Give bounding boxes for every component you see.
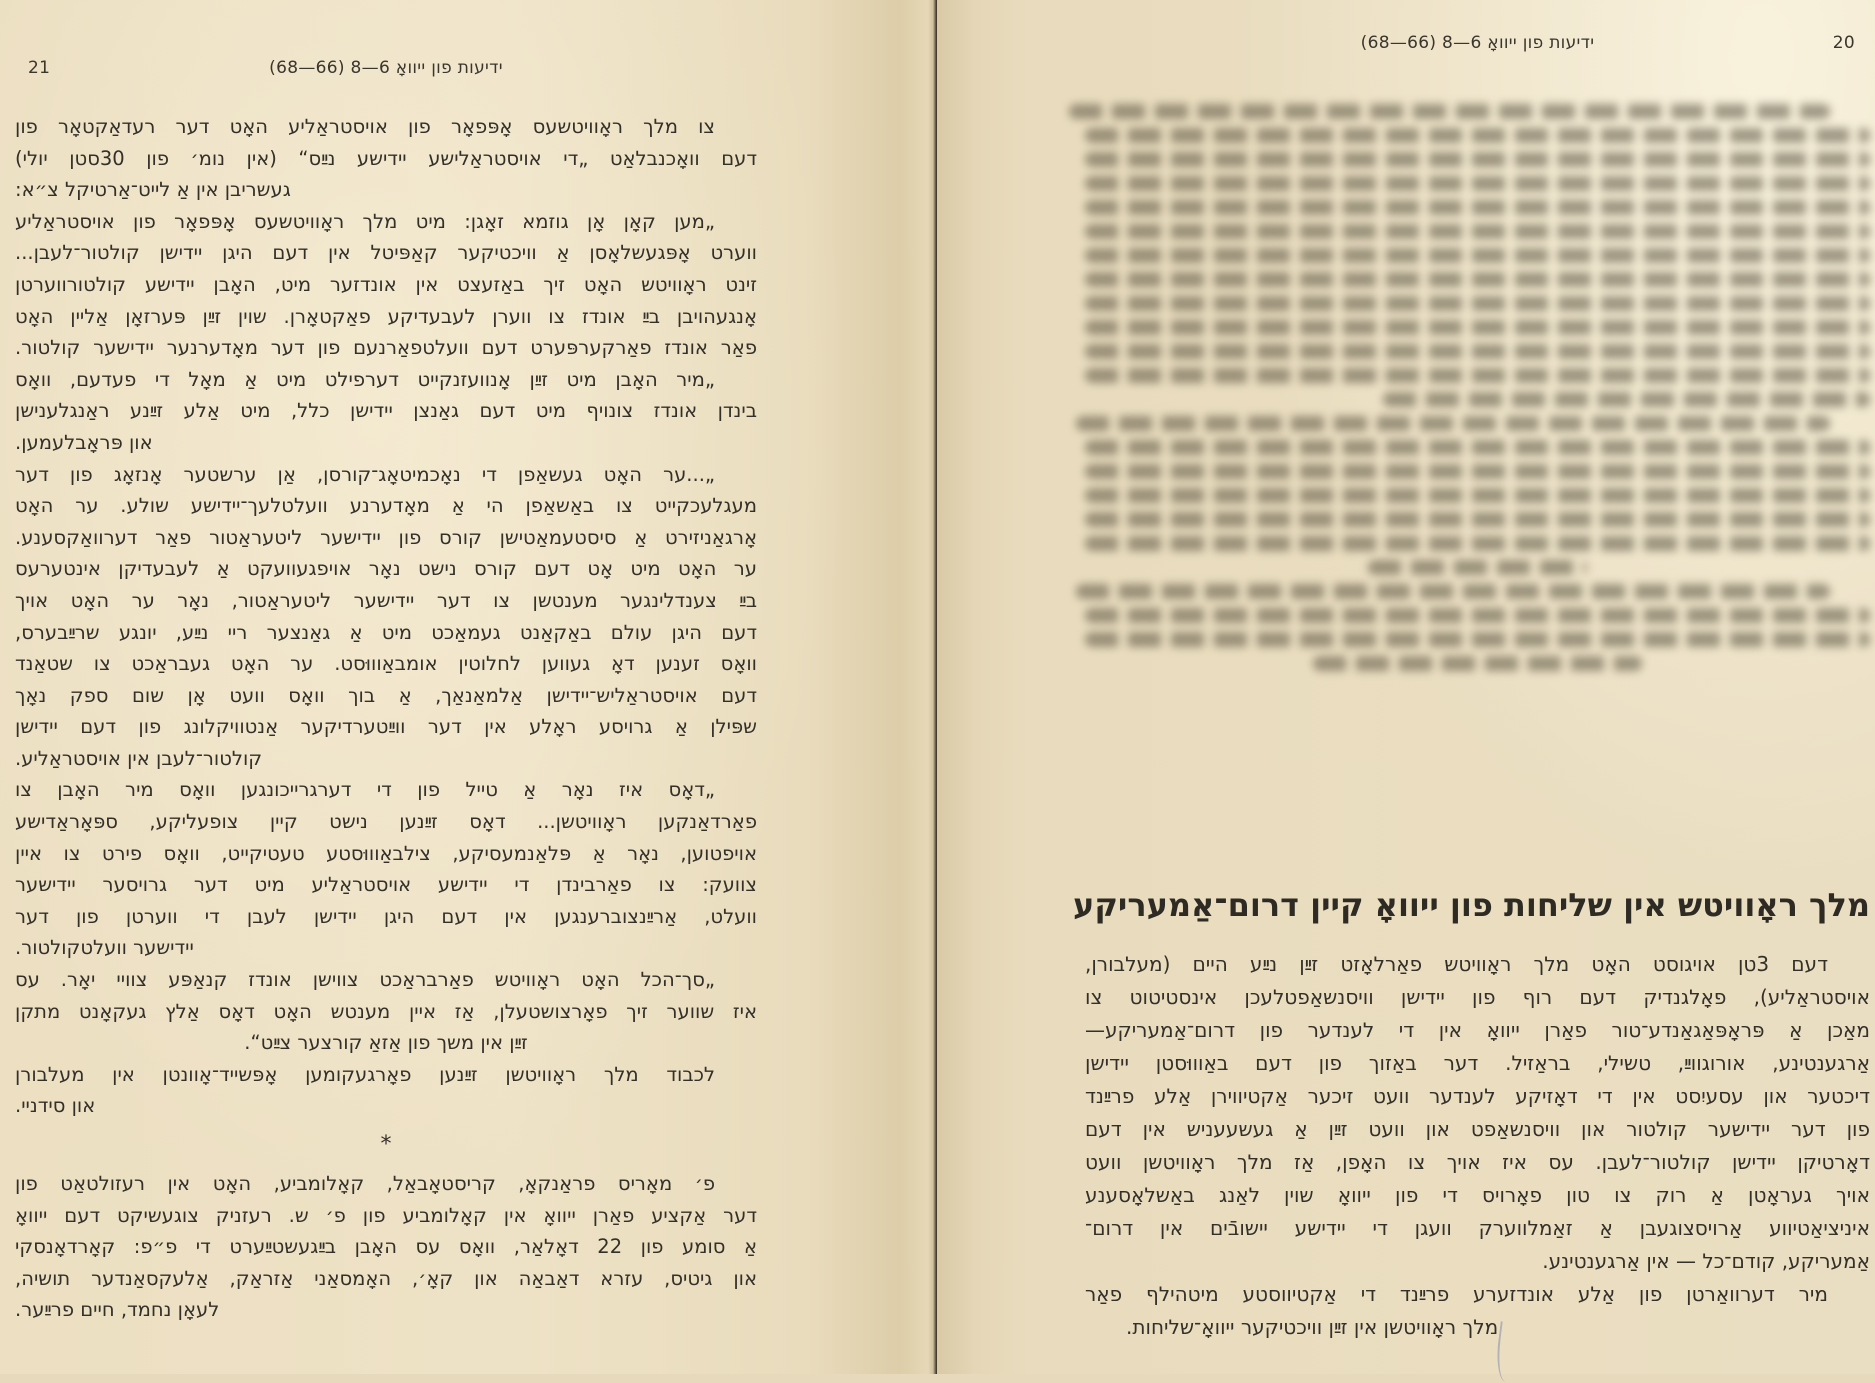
text-line: מיר דערוואַרטן פון אַלע אונדזערע פרײַנד די אַקטיווסטע מיטהילף פאַר <box>1085 1282 1828 1306</box>
text-line: איניציאַטיווע אַרויסצוגעבן אַ זאַמלווערק וועגן די יידישע יישובֿים אין דרום־ <box>1085 1216 1870 1240</box>
text-line: „דאָס איז נאָר אַ טייל פון די דערגרייכונגען וואָס מיר האָבן צו <box>15 778 715 802</box>
blurred-text-line <box>1085 632 1870 647</box>
text-line: מעגלעכקייט צו באַשאַפן הי אַ מאָדערנע וועלטלעך־יידישע שולע. ער האָט <box>15 494 757 518</box>
blurred-text-line <box>1085 608 1870 623</box>
running-header-right: ידיעות פון ייוואָ 6—8 (66—68) <box>1360 33 1595 53</box>
text-line: אָרגאַניזירט אַ סיסטעמאַטישן קורס פון יידישער ליטעראַטור פאַר דערוואַקסענע. <box>15 525 757 549</box>
text-line: געשריבן אין אַ לייט־אַרטיקל צ״א: <box>15 178 291 202</box>
right-text-column <box>1085 948 1870 1344</box>
blurred-text-region <box>1085 95 1870 885</box>
text-line: איז שווער זיך פאָרצושטעלן, אַז איין מענטש האָט דאָס אַלץ געקאָנט מתקן <box>15 999 757 1023</box>
blurred-text-line <box>1085 152 1870 167</box>
blurred-text-line <box>1085 224 1870 239</box>
text-line: אַמעריקע, קודם־כל — אין אַרגענטינע. <box>1542 1249 1870 1273</box>
text-line: אויך געראָטן אַ רוק צו טון פאָרויס די פון ייוואָ שוין לאַנג באַשלאָסענע <box>1085 1183 1870 1207</box>
page-number-right: 20 <box>1832 33 1855 53</box>
text-line: וועלט, אַרײַנצוברענגען אין דעם היגן יידישן לעבן די ווערטן פון דער <box>15 904 757 928</box>
text-line: אָנגעהויבן בײַ אונדז צו ווערן לעבעדיקע פאַקטאָרן. שוין זײַן פּערזאָן אַליין האָט <box>15 304 757 328</box>
section-heading: מלך ראָוויטש אין שליחות פון ייוואָ קיין דרום־אַמעריקע <box>1073 886 1870 924</box>
text-line: דער אַקציע פאַרן ייוואָ אין קאָלומביע פון פ׳ ש. רעזניק צוגעשיקט דעם ייוואָ <box>15 1203 757 1227</box>
blurred-text-line <box>1085 464 1870 479</box>
text-line: אויסטראַליע), פאָלגנדיק דעם רוף פון יידישן וויסנשאַפטלעכן אינסטיטוט צו <box>1085 985 1870 1009</box>
blurred-text-line <box>1085 176 1870 191</box>
text-line: און גיטיס, עזרא דאַבאַה און קאָ׳, האָמסאַני אַזראַק, אַלעקסאַנדער תושיה, <box>15 1266 757 1290</box>
text-line: וואָס זענען דאָ געווען לחלוטין אומבאַוווּסט. ער האָט געבראַכט צו שטאַנד <box>15 652 757 676</box>
text-line: דעם 3טן אויגוסט האָט מלך ראָוויטש פאַרלאָזט זײַן נײַע היים (מעלבורן, <box>1085 952 1828 976</box>
blurred-text-line <box>1085 248 1870 263</box>
text-line: צו מלך ראָוויטשעס אָפּפאָר פון אויסטראַליע האָט דער רעדאַקטאָר פון <box>15 115 715 138</box>
page-number-left: 21 <box>28 58 51 78</box>
text-line: דעם אויסטראַליש־יידישן אַלמאַנאַך, אַ בוך וואָס וועט אָן שום ספק נאָך <box>15 683 757 707</box>
blurred-text-line <box>1085 440 1870 455</box>
text-line: זײַן אין משך פון אַזאַ קורצער צײַט“. <box>244 1031 528 1055</box>
text-line: יידישער וועלטקולטור. <box>15 936 194 960</box>
running-header-left: ידיעות פון ייוואָ 6—8 (66—68) <box>269 58 503 78</box>
text-line: דאָרטיקן יידישן קולטור־לעבן. עס איז אויך צו האָפן, אַז מלך ראָוויטשן וועט <box>1085 1150 1870 1174</box>
text-line: אויפטוען, נאָר אַ פּלאַנמעסיקע, צילבאַוווּסטע טעטיקייט, וואָס פירט צו איין <box>15 841 757 865</box>
text-line: דעם היגן עולם באַקאַנט געמאַכט מיט אַ גאַנצער ריי נײַע, יונגע שרײַבערס, <box>15 620 757 644</box>
text-line: לכבוד מלך ראָוויטשן זײַנען פאָרגעקומען אָפּשייד־אָוונטן אין מעלבורן <box>15 1062 715 1086</box>
text-line: דעם וואָכנבלאַט „די אויסטראַלישע יידישע נײַס“ (אין נומ׳ פון 30סטן יולי) <box>15 146 757 170</box>
text-line: דיכטער און עסעיִסט אין די דאָזיקע לענדער וועט זיכער אַקטיווירן אַלע פרײַנד <box>1085 1084 1870 1108</box>
text-line: פאַרדאַנקען ראָוויטשן... דאָס זײַנען נישט קיין צופעליקע, ספּאָראַדישע <box>15 810 757 834</box>
blurred-text-line <box>1313 656 1643 671</box>
blurred-text-line <box>1069 104 1830 119</box>
blurred-text-line <box>1085 344 1870 359</box>
text-line: מאַכן אַ פּראָפּאַגאַנדע־טור פאַרן ייוואָ אין די לענדער פון דרום־אַמעריקע— <box>1085 1018 1870 1042</box>
text-line: אַרגענטינע, אורוגווײַ, טשילי, בראַזיל. דער באַזוך פון דעם באַוווּסטן יידישן <box>1085 1051 1870 1075</box>
blurred-text-line <box>1085 200 1870 215</box>
blurred-text-line <box>1368 560 1588 575</box>
blurred-text-line <box>1085 272 1870 287</box>
page-left <box>0 0 937 1374</box>
blurred-text-line <box>1383 392 1870 407</box>
blurred-text-line <box>1085 368 1870 383</box>
blurred-text-line <box>1085 512 1870 527</box>
text-line: און סידניי. <box>15 1094 96 1118</box>
blurred-text-line <box>1076 584 1830 599</box>
binding-gutter-shade <box>928 0 937 1374</box>
left-page-header <box>0 58 937 84</box>
text-line: „...ער האָט געשאַפן די נאָכמיטאָג־קורסן, אַן ערשטער אָנזאָג פון דער <box>15 462 715 486</box>
text-line: ווערט אָפּגעשלאָסן אַ וויכטיקער קאַפּיטל אין דעם היגן יידישן קולטור־לעבן... <box>15 241 757 265</box>
text-line: זינט ראָוויטש האָט זיך באַזעצט אין אונדזער מיט, האָבן יידישע קולטורווערטן <box>15 272 757 296</box>
text-line: לעאָן נחמד, חיים פרײַער. <box>15 1298 220 1322</box>
text-line: „מען קאָן אָן גוזמא זאָגן: מיט מלך ראָוויטשעס אָפּפאָר פון אויסטראַליע <box>15 209 715 233</box>
right-page-header <box>937 33 1875 59</box>
text-line: „מיר האָבן מיט זײַן אָנוועזנקייט דערפילט מיט אַ מאָל די פעדעם, וואָס <box>15 367 715 391</box>
page-right <box>937 0 1875 1374</box>
blurred-text-line <box>1085 536 1870 551</box>
text-line: פאַר אונדז פאַרקערפּערט דעם וועלטפאַרנעם פון דער מאָדערנער יידישער קולטור. <box>15 336 757 360</box>
separator-asterisk: * <box>380 1132 392 1157</box>
text-line: און פּראָבלעמען. <box>15 430 153 454</box>
text-line: „סך־הכל האָט ראָוויטש פאַרבראַכט צווישן אונדז קנאַפּע צוויי יאָר. עס <box>15 968 715 992</box>
text-line: בינדן אונדז צונויף מיט דעם גאַנצן יידישן כלל, מיט אַלע זײַנע ראַנגלענישן <box>15 399 757 423</box>
text-line: אַ סומע פון 22 דאָלאַר, וואָס עס האָבן בײַגעשטײַערט די פ״פ: קאָרדאָנסקי <box>15 1235 757 1259</box>
blurred-text-line <box>1085 296 1870 311</box>
text-line: בײַ צענדלינגער מענטשן צו דער יידישער ליטעראַטור, נאָר ער האָט אויך <box>15 588 757 612</box>
text-line: שפּילן אַ גרויסע ראָלע אין דער ווײַטערדיקער אַנטוויקלונג פון דעם יידישן <box>15 715 757 739</box>
blurred-text-line <box>1085 320 1870 335</box>
text-line: קולטור־לעבן אין אויסטראַליע. <box>15 746 263 770</box>
text-line: ער האָט מיט אָט דעם קורס נישט נאָר אויפגעוועקט אַ לעבעדיקן אינטערעס <box>15 557 757 581</box>
text-line: פון דער יידישער קולטור און וויסנשאַפט און וועט זײַן אַ געשעעניש אין דעם <box>1085 1117 1870 1141</box>
blurred-text-line <box>1085 128 1870 143</box>
blurred-text-line <box>1076 416 1830 431</box>
text-line: צוועק: צו פאַרבינדן די יידישע אויסטראַליע מיט דער גרויסער יידישער <box>15 873 757 897</box>
text-line: מלך ראָוויטשן אין זײַן וויכטיקער ייוואָ־שליחות. <box>1126 1315 1499 1339</box>
blurred-text-line <box>1085 488 1870 503</box>
left-text-column <box>15 111 757 1326</box>
text-line: פ׳ מאָריס פראַנקאָ, קריסטאָבאַל, קאָלומביע, האָט אין רעזולטאַט פון <box>15 1172 715 1195</box>
